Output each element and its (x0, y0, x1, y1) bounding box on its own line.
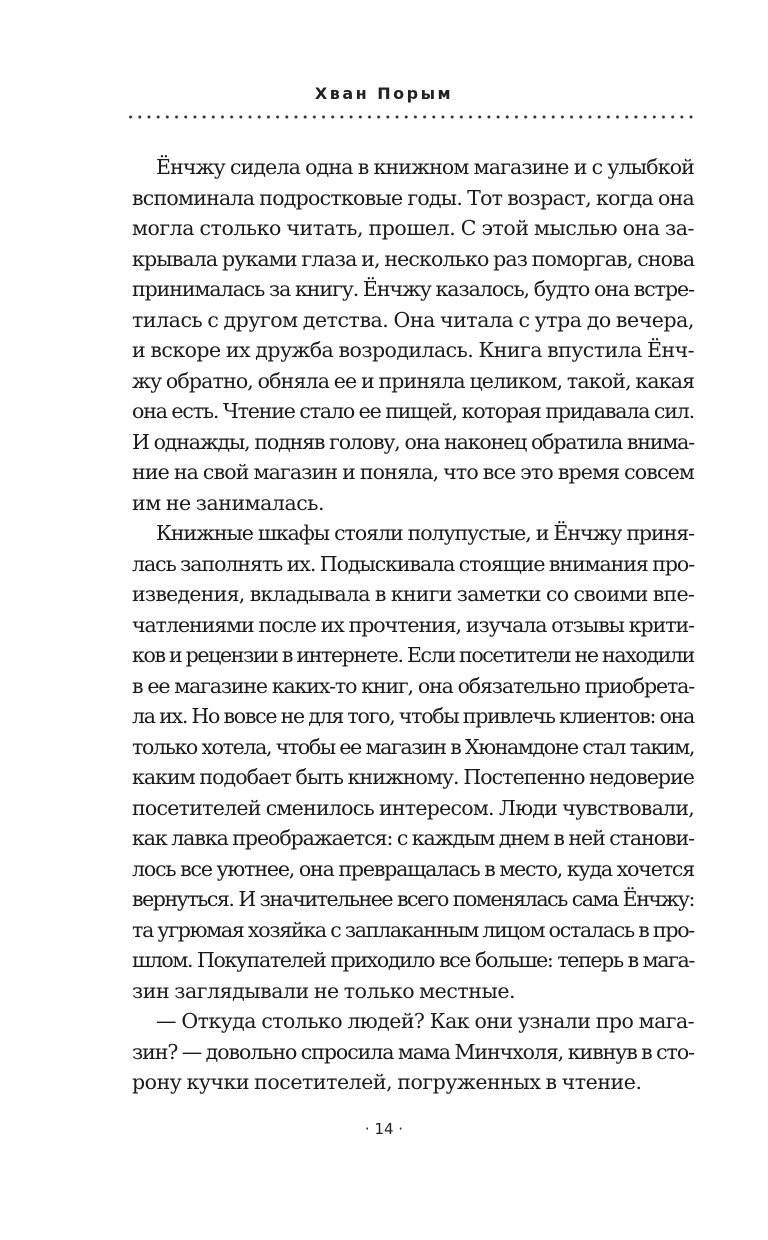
body-text (132, 152, 694, 1098)
text-line: посетителей сменилось интересом. Люди чувствовали, (132, 795, 694, 820)
text-line: жу обратно, обняла ее и приняла целиком, такой, какая (132, 368, 695, 393)
text-line: принималась за книгу. Ёнчжу казалось, будто она встре- (132, 277, 694, 301)
text-line: Ёнчжу сидела одна в книжном магазине и с улыбкой (156, 155, 694, 179)
text-line: тилась с другом детства. Она читала с утра до вечера, (132, 307, 694, 332)
text-line: чатлениями после их прочтения, изучала отзывы крити- (132, 612, 694, 637)
text-line: И однажды, подняв голову, она наконец обратила внима- (132, 429, 694, 454)
text-line: та угрюмая хозяйка с заплаканным лицом осталась в про- (132, 917, 694, 942)
text-line: изведения, вкладывала в книги заметки со своими впе- (132, 582, 694, 606)
text-line: только хотела, чтобы ее магазин в Хюнамдоне стал таким, (132, 734, 694, 759)
text-line: и вскоре их дружба возродилась. Книга впустила Ёнч- (132, 338, 694, 362)
text-line: — Откуда столько людей? Как они узнали про мага- (156, 1009, 694, 1033)
text-line: ла их. Но вовсе не для того, чтобы привлечь клиентов: она (132, 704, 694, 728)
text-line: зин? — довольно спросила мама Минчхоля, кивнув в сто- (132, 1039, 695, 1064)
text-line: зин заглядывали не только местные. (132, 978, 516, 1003)
text-line: лось все уютнее, она превращалась в место, куда хочется (132, 856, 694, 881)
text-line: крывала руками глаза и, несколько раз поморгав, снова (132, 246, 695, 271)
dotted-rule (126, 114, 694, 120)
text-line: вернуться. И значительнее всего поменялась сама Ёнчжу: (132, 887, 694, 911)
running-head: Хван Порым (314, 84, 454, 103)
text-line: Книжные шкафы стояли полупустые, и Ёнчжу приня- (156, 521, 694, 545)
text-line: ков и рецензии в интернете. Если посетители не находили (132, 643, 694, 667)
text-line: в ее магазине каких-то книг, она обязательно приобрета- (132, 673, 694, 698)
text-line: шлом. Покупателей приходило все больше: теперь в мага- (132, 948, 694, 972)
text-line: как лавка преображается: с каждым днем в ней станови- (132, 826, 694, 850)
text-line: ние на свой магазин и поняла, что все это время совсем (132, 460, 694, 484)
text-line: лась заполнять их. Подыскивала стоящие внимания про- (132, 551, 695, 576)
text-line: рону кучки посетителей, погруженных в чтение. (132, 1070, 642, 1094)
text-line: она есть. Чтение стало ее пищей, которая придавала сил. (132, 399, 694, 423)
page-number: · 14 · (364, 1120, 404, 1138)
text-line: вспоминала подростковые годы. Тот возраст, когда она (132, 185, 694, 210)
text-line: каким подобает быть книжному. Постепенно недоверие (132, 765, 694, 789)
text-line: могла столько читать, прошел. С этой мыслью она за- (132, 216, 694, 240)
text-line: им не занималась. (132, 490, 325, 515)
